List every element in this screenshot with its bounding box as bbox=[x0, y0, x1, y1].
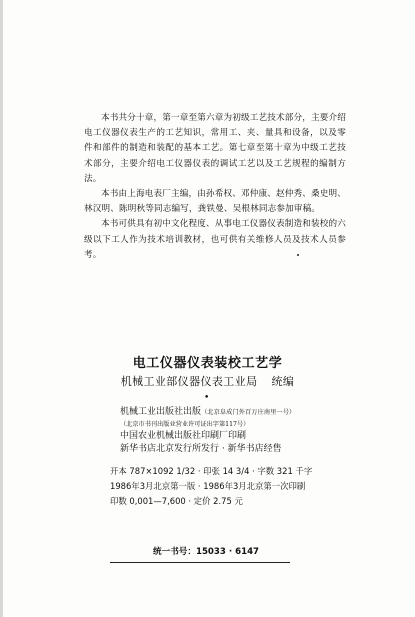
publisher-address: （北京阜成门外百万庄南里一号） bbox=[201, 409, 296, 416]
book-introduction bbox=[84, 111, 346, 263]
printer-line: 中国农业机械出版社印刷厂印刷 bbox=[120, 431, 247, 441]
intro-paragraph-3: 本书可供具有初中文化程度、从事电工仪器仪表制造和装校的六级以下工人作为技术培训教材，也可供有关维修人员及技术人员参考。 bbox=[84, 219, 346, 260]
unified-book-number: 统一书号：15033 · 6147 bbox=[153, 547, 260, 557]
scan-speck bbox=[297, 254, 299, 256]
separator-dot: • bbox=[204, 393, 210, 403]
edition-line: 1986年3月北京第一版 · 1986年3月北京第一次印刷 bbox=[110, 481, 306, 491]
format-line: 开本 787×1092 1/32 · 印张 14 3/4 · 字数 321 千字 bbox=[110, 466, 313, 476]
intro-paragraph-2: 本书由上海电表厂主编，由孙希权、邓仲康、赵仲秀、桑史明、林汉明、陈明秋等同志编写，龚铁曼、吴根林同志参加审稿。 bbox=[84, 189, 346, 215]
publication-info bbox=[120, 406, 295, 456]
page-edge-shadow bbox=[0, 0, 3, 617]
editor-name: 机械工业部仪器仪表工业局 bbox=[120, 375, 258, 388]
edition-specs bbox=[110, 464, 312, 509]
intro-paragraph-1: 本书共分十章，第一章至第六章为初级工艺技术部分，主要介绍电工仪器仪表生产的工艺知识，常用工、夹、量具和设备，以及零件和部件的制造和装配的基本工艺。第七章至第十章为中级工艺技术部分，主要介绍电工仪器仪表的调试工艺以及工艺规程的编制方法。 bbox=[84, 113, 346, 184]
editor-role: 统编 bbox=[271, 375, 295, 388]
publisher-name: 机械工业出版社出版 bbox=[120, 407, 202, 417]
editor-line bbox=[0, 373, 415, 389]
print-run-line: 印数 0,001—7,600 · 定价 2.75 元 bbox=[110, 496, 243, 506]
book-title: 电工仪器仪表装校工艺学 bbox=[132, 356, 283, 371]
bottom-rule bbox=[110, 562, 290, 563]
permit-line: （北京市书刊出版业营业许可证出字第117号） bbox=[120, 421, 250, 428]
distribution-line: 新华书店北京发行所发行 · 新华书店经售 bbox=[120, 444, 282, 454]
publisher-row bbox=[120, 406, 295, 419]
